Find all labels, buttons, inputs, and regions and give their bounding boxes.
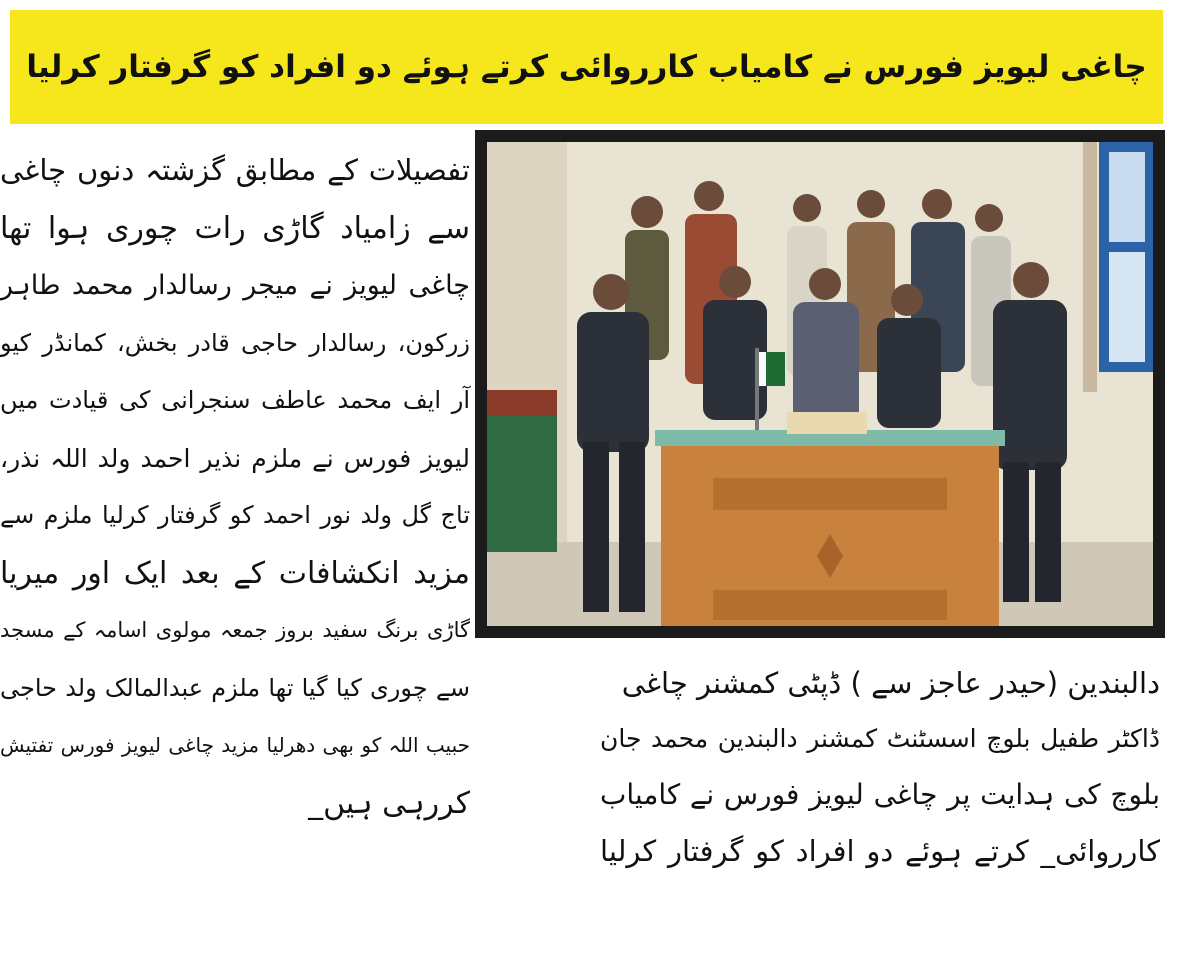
caption-column: [600, 655, 1160, 879]
headline-banner: [10, 10, 1163, 124]
body-line: مزید انکشافات کے بعد ایک اور میریا: [0, 555, 470, 591]
caption-line: ڈاکٹر طفیل بلوچ اسسٹنٹ کمشنر دالبندین محمد جان: [600, 724, 1160, 753]
body-line: سے چوری کیا گیا تھا ملزم عبدالمالک ولد حاجی: [0, 673, 470, 702]
body-line: کررہی ہیں_: [308, 785, 470, 821]
headline-text: چاغی لیویز فورس نے کامیاب کارروائی کرتے ہوئے دو افراد کو گرفتار کرلیا: [26, 49, 1147, 85]
body-column: [0, 142, 470, 832]
body-line: تاج گل ولد نور احمد کو گرفتار کرلیا ملزم سے: [0, 501, 470, 529]
news-photo-image: [487, 142, 1153, 626]
news-photo: [475, 130, 1165, 638]
caption-line: بلوچ کی ہدایت پر چاغی لیویز فورس نے کامیاب: [600, 778, 1160, 811]
body-line: تفصیلات کے مطابق گزشتہ دنوں چاغی: [0, 153, 470, 187]
body-line: آر ایف محمد عاطف سنجرانی کی قیادت میں: [0, 386, 470, 414]
caption-line: دالبندین (حیدر عاجز سے ) ڈپٹی کمشنر چاغی: [621, 666, 1160, 700]
body-line: چاغی لیویز نے میجر رسالدار محمد طاہر: [0, 270, 470, 301]
body-line: زرکون، رسالدار حاجی قادر بخش، کمانڈر کیو: [0, 328, 470, 357]
body-line: گاڑی برنگ سفید بروز جمعہ مولوی اسامہ کے مسجد: [0, 618, 470, 642]
body-line: لیویز فورس نے ملزم نذیر احمد ولد اللہ نذر،: [0, 443, 470, 473]
body-line: سے زامیاد گاڑی رات چوری ہوا تھا: [0, 210, 470, 246]
caption-line: کارروائی_ کرتے ہوئے دو افراد کو گرفتار کرلیا: [600, 834, 1160, 868]
body-line: حبیب اللہ کو بھی دھرلیا مزید چاغی لیویز فورس تفتیش: [0, 733, 470, 757]
